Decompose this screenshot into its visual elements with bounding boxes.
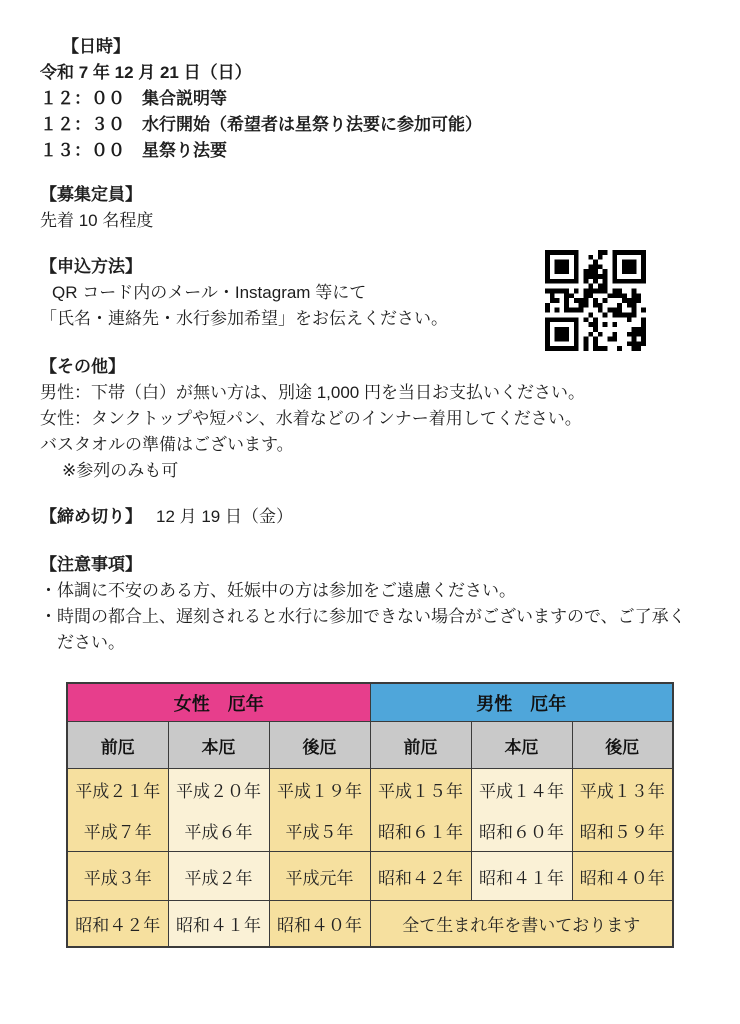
year-cell: 平成１９年 平成５年: [269, 769, 370, 852]
table-row: [67, 852, 673, 901]
other-line-towel: バスタオルの準備はございます。: [40, 435, 294, 454]
year-cell: 昭和４１年: [471, 852, 572, 901]
notes-line-2-cont: ださい。: [57, 633, 125, 652]
notes-heading: 【注意事項】: [40, 555, 142, 574]
year-cell: 平成１４年 昭和６０年: [471, 769, 572, 852]
year-cell: 平成２０年 平成６年: [168, 769, 269, 852]
notes-line-2: ・時間の都合上、遅刻されると水行に参加できない場合がございますので、ご了承く: [40, 607, 686, 626]
year-cell: 平成３年: [67, 852, 168, 901]
apply-line-1: QR コード内のメール・Instagram 等にて: [52, 283, 367, 302]
table-row: [67, 769, 673, 852]
year-cell: 平成２１年 平成７年: [67, 769, 168, 852]
datetime-line-date: 令和 7 年 12 月 21 日（日）: [40, 63, 252, 82]
subheader-cell: 前厄: [370, 722, 471, 769]
other-line-attend-only: ※参列のみも可: [62, 461, 179, 480]
year-cell: 平成１３年 昭和５９年: [572, 769, 673, 852]
female-header-cell: 女性 厄年: [67, 683, 370, 722]
qr-code: [545, 250, 646, 351]
year-cell: 平成２年: [168, 852, 269, 901]
table-row: [67, 901, 673, 948]
year-cell: 昭和４０年: [572, 852, 673, 901]
year-cell: 平成１５年 昭和６１年: [370, 769, 471, 852]
subheader-cell: 後厄: [269, 722, 370, 769]
subheader-cell: 本厄: [168, 722, 269, 769]
apply-line-2: 「氏名・連絡先・水行参加希望」をお伝えください。: [40, 309, 448, 328]
schedule-line-2: １２：３０ 水行開始（希望者は星祭り法要に参加可能）: [40, 115, 482, 134]
schedule-line-1: １２：００ 集合説明等: [40, 89, 227, 108]
subheader-cell: 前厄: [67, 722, 168, 769]
birth-year-note-cell: 全て生まれ年を書いております: [370, 901, 673, 948]
year-cell: 昭和４０年: [269, 901, 370, 948]
notes-line-1: ・体調に不安のある方、妊娠中の方は参加をご遠慮ください。: [40, 581, 516, 600]
capacity-text: 先着 10 名程度: [40, 211, 154, 230]
capacity-heading: 【募集定員】: [40, 185, 142, 204]
subheader-cell: 後厄: [572, 722, 673, 769]
subheader-cell: 本厄: [471, 722, 572, 769]
apply-heading: 【申込方法】: [40, 257, 142, 276]
deadline-date: 12 月 19 日（金）: [156, 507, 293, 526]
other-heading: 【その他】: [40, 357, 125, 376]
yakudoshi-table: [66, 682, 674, 948]
other-line-women: 女性：タンクトップや短パン、水着などのインナー着用してください。: [40, 409, 582, 428]
datetime-heading: 【日時】: [62, 37, 130, 56]
gender-header-row: [67, 683, 673, 722]
other-line-men: 男性：下帯（白）が無い方は、別途 1,000 円を当日お支払いください。: [40, 383, 585, 402]
year-cell: 昭和４１年: [168, 901, 269, 948]
deadline-line: [40, 504, 706, 530]
flyer-content: [40, 34, 706, 948]
subheader-row: [67, 722, 673, 769]
deadline-heading: 【締め切り】: [40, 507, 142, 526]
year-cell: 昭和４２年: [67, 901, 168, 948]
schedule-line-3: １３：００ 星祭り法要: [40, 141, 227, 160]
year-cell: 平成元年: [269, 852, 370, 901]
male-header-cell: 男性 厄年: [370, 683, 673, 722]
year-cell: 昭和４２年: [370, 852, 471, 901]
